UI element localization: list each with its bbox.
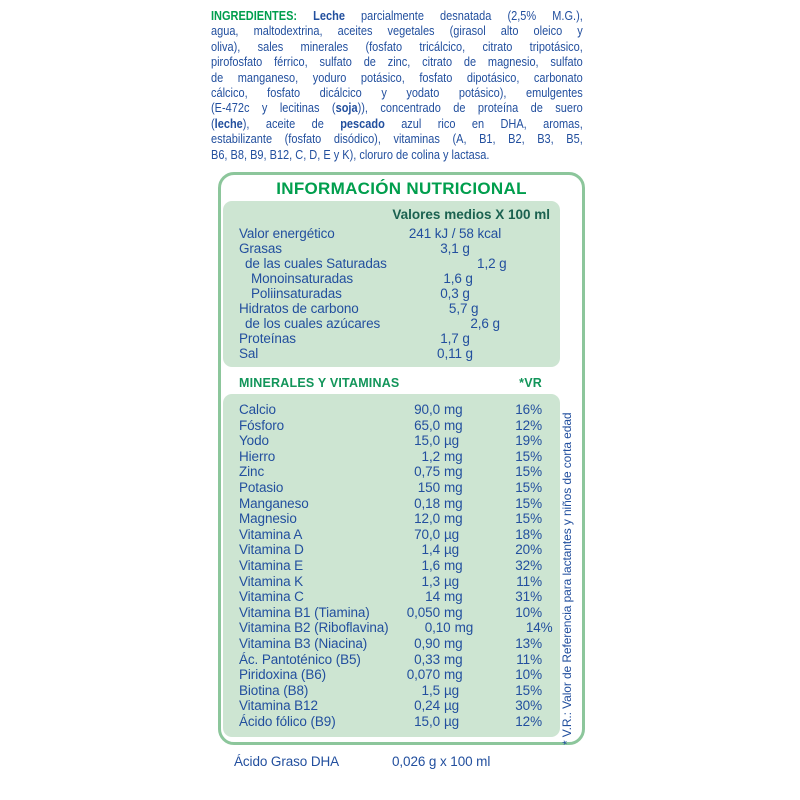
mineral-unit: mg [444, 604, 463, 620]
mineral-row [223, 480, 560, 496]
minerals-table [223, 394, 560, 737]
mineral-unit: µg [444, 682, 460, 698]
ingredients-line [211, 70, 583, 85]
ingredients-text: de manganeso, yoduro potásico, fosfato dipotásico, carbonato [211, 69, 583, 85]
mineral-row [223, 511, 560, 527]
mineral-quantity: 0,90 [414, 635, 440, 651]
mineral-row [223, 667, 560, 683]
dha-row [218, 754, 555, 770]
mineral-label: Fósforo [239, 417, 285, 433]
mineral-vr-percent: 14% [525, 620, 553, 636]
mineral-row [223, 402, 560, 418]
nutrient-value: 1,6 g [443, 271, 473, 286]
ingredients-line [211, 85, 583, 100]
mineral-unit: mg [444, 464, 463, 480]
ingredients-lines [211, 8, 583, 162]
ingredients-text: pescado [340, 115, 385, 131]
dha-value: 0,026 g x 100 ml [392, 754, 491, 769]
mineral-vr-percent: 15% [515, 464, 542, 480]
energy-row [223, 286, 560, 301]
mineral-unit: µg [444, 542, 460, 558]
ingredients-text: )), concentrado de proteína de suero [357, 100, 583, 116]
mineral-label: Vitamina C [239, 589, 304, 605]
mineral-vr-percent: 13% [515, 635, 542, 651]
minerals-rows [223, 402, 560, 729]
energy-table [223, 201, 560, 367]
mineral-quantity: 1,4 [421, 542, 440, 558]
mineral-quantity: 15,0 [414, 433, 440, 449]
mineral-unit: mg [444, 479, 463, 495]
mineral-quantity: 0,050 [406, 604, 440, 620]
ingredients-line [211, 8, 583, 23]
mineral-label: Vitamina D [239, 542, 304, 558]
mineral-label: Vitamina K [239, 573, 304, 589]
minerals-section-header [223, 367, 560, 394]
ingredients-line [211, 54, 583, 69]
energy-row [223, 226, 560, 241]
mineral-label: Zinc [239, 464, 265, 480]
mineral-quantity: 1,3 [421, 573, 440, 589]
mineral-label: Magnesio [239, 511, 297, 527]
mineral-quantity: 0,10 [424, 620, 451, 636]
energy-row [223, 256, 560, 271]
dha-label: Ácido Graso DHA [234, 754, 340, 769]
mineral-row [223, 496, 560, 512]
ingredients-text: (E-472c y lecitinas ( [211, 100, 336, 116]
nutrient-value: 1,7 g [440, 331, 470, 346]
mineral-vr-percent: 30% [515, 698, 542, 714]
nutrient-value: 1,2 g [477, 256, 507, 271]
mineral-row [223, 464, 560, 480]
energy-row [223, 271, 560, 286]
mineral-vr-percent: 20% [515, 542, 542, 558]
mineral-quantity: 90,0 [414, 402, 440, 417]
mineral-unit: µg [444, 713, 460, 729]
ingredients-text: agua, maltodextrina, aceites vegetales (girasol alto oleico y [211, 23, 583, 39]
mineral-quantity: 65,0 [414, 417, 440, 433]
energy-row [223, 331, 560, 346]
mineral-unit: mg [444, 635, 463, 651]
mineral-quantity: 12,0 [414, 511, 440, 527]
nutrient-value: 241 kJ / 58 kcal [408, 226, 502, 241]
mineral-quantity: 0,070 [406, 667, 440, 683]
nutrient-label: de los cuales azúcares [245, 316, 381, 331]
energy-row [223, 346, 560, 361]
mineral-unit: mg [444, 557, 463, 573]
mineral-quantity: 0,75 [414, 464, 440, 480]
mineral-unit: mg [444, 448, 463, 464]
minerals-header-label: MINERALES Y VITAMINAS [239, 376, 400, 390]
mineral-vr-percent: 11% [516, 573, 542, 589]
mineral-label: Piridoxina (B6) [239, 667, 327, 683]
mineral-unit: mg [444, 589, 463, 605]
mineral-label: Hierro [239, 448, 276, 464]
nutrient-value: 5,7 g [448, 301, 479, 316]
mineral-label: Vitamina A [239, 526, 303, 542]
mineral-label: Vitamina E [239, 557, 304, 573]
ingredients-text: leche [214, 115, 243, 131]
nutrient-value: 0,11 g [437, 346, 473, 361]
mineral-quantity: 70,0 [414, 526, 440, 542]
mineral-vr-percent: 15% [515, 495, 542, 511]
mineral-row [223, 636, 560, 652]
energy-row [223, 241, 560, 256]
ingredients-line [211, 131, 583, 146]
mineral-vr-percent: 18% [515, 526, 542, 542]
mineral-quantity: 0,18 [414, 495, 440, 511]
nutrient-label: Poliinsaturadas [251, 286, 342, 301]
mineral-quantity: 1,6 [421, 557, 440, 573]
ingredients-text: azul rico en DHA, aromas, [384, 115, 583, 131]
mineral-vr-percent: 12% [515, 417, 542, 433]
ingredients-text: B6, B8, B9, B12, C, D, E y K), cloruro de colina y lactasa. [211, 146, 490, 162]
mineral-vr-percent: 15% [515, 448, 542, 464]
mineral-quantity: 0,24 [414, 698, 440, 714]
mineral-vr-percent: 15% [515, 511, 542, 527]
nutrition-title: INFORMACIÓN NUTRICIONAL [276, 179, 527, 198]
ingredients-text: oliva), sales minerales (fosfato tricálcico, citrato tripotásico, [211, 38, 583, 54]
energy-rows [223, 226, 560, 361]
mineral-vr-percent: 31% [515, 589, 542, 605]
mineral-row [223, 698, 560, 714]
vr-footnote-vertical: * V.R.: Valor de Referencia para lactantes y niños de corta edad [560, 412, 574, 745]
mineral-unit: µg [444, 573, 460, 589]
mineral-label: Vitamina B12 [239, 698, 318, 714]
mineral-label: Manganeso [239, 495, 309, 511]
mineral-label: Ácido fólico (B9) [239, 713, 336, 729]
mineral-unit: mg [444, 495, 463, 511]
mineral-label: Vitamina B1 (Tiamina) [239, 604, 370, 620]
mineral-unit: µg [444, 698, 460, 714]
ingredients-text: soja [335, 100, 358, 116]
ingredients-text: ), aceite de [242, 115, 341, 131]
mineral-label: Biotina (B8) [239, 682, 309, 698]
mineral-row [223, 574, 560, 590]
mineral-unit: µg [444, 526, 460, 542]
mineral-row [223, 683, 560, 699]
mineral-label: Potasio [239, 479, 284, 495]
ingredients-line [211, 39, 583, 54]
mineral-vr-percent: 19% [515, 433, 542, 449]
mineral-row [223, 542, 560, 558]
mineral-label: Vitamina B2 (Riboflavina) [239, 620, 389, 636]
mineral-label: Ác. Pantoténico (B5) [239, 651, 361, 667]
mineral-row [223, 558, 560, 574]
nutrient-value: 2,6 g [470, 316, 500, 331]
ingredients-label: INGREDIENTES: [211, 8, 314, 23]
mineral-vr-percent: 10% [515, 604, 542, 620]
mineral-row [223, 449, 560, 465]
mineral-vr-percent: 32% [515, 557, 542, 573]
mineral-vr-percent: 12% [515, 713, 542, 729]
mineral-quantity: 14 [425, 589, 440, 605]
mineral-vr-percent: 10% [515, 667, 542, 683]
values-column-header: Valores medios X 100 ml [392, 207, 550, 222]
nutrient-label: Hidratos de carbono [239, 301, 359, 316]
mineral-unit: mg [444, 667, 463, 683]
mineral-quantity: 0,33 [414, 651, 440, 667]
mineral-unit: mg [444, 417, 463, 433]
mineral-label: Calcio [239, 402, 276, 417]
ingredients-text: cálcico, fosfato dicálcico y yodato potásico), emulgentes [211, 85, 583, 101]
mineral-quantity: 15,0 [414, 713, 440, 729]
mineral-unit: µg [444, 433, 460, 449]
ingredients-text: parcialmente desnatada (2,5% M.G.), [344, 8, 583, 23]
nutrient-label: de las cuales Saturadas [245, 256, 387, 271]
mineral-row [223, 527, 560, 543]
nutrient-value: 3,1 g [440, 241, 470, 256]
mineral-vr-percent: 15% [515, 682, 542, 698]
mineral-unit: mg [444, 402, 463, 417]
mineral-row [223, 620, 560, 636]
mineral-row [223, 589, 560, 605]
ingredients-text: estabilizante (fosfato disódico), vitaminas (A, B1, B2, B3, B5, [211, 131, 583, 147]
nutrient-label: Valor energético [239, 226, 335, 241]
mineral-row [223, 433, 560, 449]
energy-row [223, 316, 560, 331]
mineral-row [223, 714, 560, 730]
mineral-vr-percent: 15% [515, 479, 542, 495]
mineral-label: Yodo [239, 433, 269, 449]
nutrient-label: Monoinsaturadas [251, 271, 354, 286]
nutrient-label: Sal [239, 346, 259, 361]
nutrient-value: 0,3 g [440, 286, 470, 301]
ingredients-line [211, 116, 583, 131]
ingredients-line [211, 23, 583, 38]
nutrient-label: Proteínas [239, 331, 296, 346]
mineral-quantity: 150 [417, 479, 440, 495]
ingredients-line [211, 147, 583, 162]
energy-row [223, 301, 560, 316]
mineral-label: Vitamina B3 (Niacina) [239, 635, 368, 651]
mineral-unit: mg [444, 511, 463, 527]
mineral-unit: mg [444, 651, 463, 667]
mineral-row [223, 652, 560, 668]
mineral-unit: mg [454, 620, 474, 636]
nutrition-panel [218, 172, 585, 745]
ingredients-paragraph [211, 8, 583, 162]
mineral-row [223, 418, 560, 434]
ingredients-text: pirofosfato férrico, sulfato de zinc, citrato de magnesio, sulfato [211, 54, 583, 70]
mineral-row [223, 605, 560, 621]
ingredients-text: Leche [313, 8, 345, 23]
mineral-quantity: 1,5 [421, 682, 440, 698]
vr-column-header: *VR [519, 376, 542, 390]
nutrient-label: Grasas [239, 241, 282, 256]
mineral-vr-percent: 11% [516, 651, 542, 667]
mineral-quantity: 1,2 [421, 448, 440, 464]
mineral-vr-percent: 16% [515, 402, 542, 417]
ingredients-text: ( [211, 115, 215, 131]
ingredients-line [211, 100, 583, 115]
